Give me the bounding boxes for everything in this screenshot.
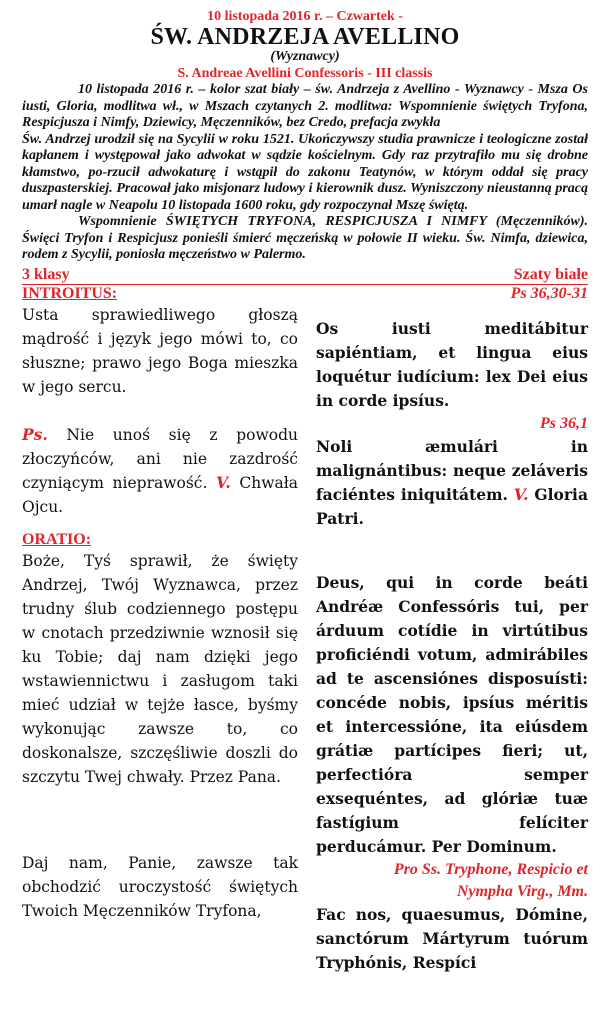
vestment-color: Szaty białe — [513, 265, 588, 283]
oratio-la-commemoration: Fac nos, quaesumus, Dómine, sanctórum Mártyrum tuórum Tryphónis, Respíci — [316, 904, 588, 972]
introitus-pl-antiphon: Usta sprawiedliwego głoszą mądrość i język jego mówi to, co słuszne; prawo jego Boga mieszka w jego sercu. — [22, 305, 298, 396]
intro-paragraph-biography: Św. Andrzej urodził się na Sycylii w roku 1521. Ukończywszy studia prawnicze i teologiczne został kapłanem i występował jako adwokat w sądzie kościelnym. Gdy raz przytrafiło mu się drobne kłamstwo, po-rzucił adwokaturę i wstąpił do zakonu Teatynów, w którym oddał się pracy duszpasterskiej. Pracował jako misjonarz ludowy i kierownik dusz. Wyniszczony nieustanną pracą umarł nagle w Neapolu 10 listopada 1600 roku, gdy rozpoczynał Mszę świętą. — [22, 131, 588, 213]
oratio-label: ORATIO: — [22, 530, 92, 548]
introitus-label: INTROITUS: — [22, 284, 118, 302]
introitus-la-gloria: Gloria Patri. — [316, 484, 588, 528]
versicle-marker-latin: V. — [513, 484, 529, 504]
introitus-polish — [22, 303, 298, 531]
oratio-la-prayer: Deus, qui in corde beáti Andréæ Confessóris tui, per árduum cotídie in virtútibus proficiéndi votum, admirábiles ad te ascensiónes disposuísti: concéde nobis, ipsíus méritis et intercessióne, ita eiúsdem grátiæ partícipes fieri; ut, perfectióra semper exsequéntes, ad glóriæ tuæ fastígium felíciter perducámur. Per Dominum. — [316, 572, 588, 856]
class-label: 3 klasy — [22, 265, 70, 283]
introitus-header — [22, 285, 588, 303]
introitus-pl-gloria: Chwała Ojcu. — [22, 473, 298, 516]
introitus-pl-psalm-text: Nie unoś się z powodu złoczyńców, ani nie zazdrość czyniącym nieprawość. — [22, 425, 298, 492]
oratio-header — [22, 531, 588, 549]
missal-page — [22, 8, 588, 975]
subtitle: (Wyznawcy) — [270, 49, 340, 64]
page-title: ŚW. ANDRZEJA AVELLINO — [150, 24, 460, 50]
latin-title: S. Andreae Avellini Confessoris - III classis — [177, 66, 433, 81]
oratio-latin — [316, 549, 588, 975]
intro-paragraph-rubric: 10 listopada 2016 r. – kolor szat biały – św. Andrzeja z Avellino - Wyznawcy - Msza Os iusti, Gloria, modlitwa wł., w Mszach czytanych 2. modlitwa: Wspomnienie świętych Tryfona, Respicjusza i Nimfy, Dziewicy, Męczenników, bez Credo, prefacja zwykła — [22, 82, 588, 130]
class-bar — [22, 264, 588, 285]
intro-paragraph-commemoration: Wspomnienie ŚWIĘTYCH TRYFONA, RESPICJUSZA I NIMFY (Męczenników). Święci Tryfon i Respicjusz ponieśli śmierć męczeńską w połowie II wieku. Św. Nimfa, dziewica, rodem z Sycylii, poniosła męczeństwo w Palermo. — [22, 214, 588, 262]
commemoration-ref-line-1: Pro Ss. Tryphone, Respicio et — [393, 860, 588, 878]
introitus-reference: Ps 36,30-31 — [510, 284, 588, 302]
oratio-pl-prayer: Boże, Tyś sprawił, że święty Andrzej, Twój Wyznawca, przez trudny ślub codziennego postępu w cnotach przedziwnie wznosił się ku Tobie; daj nam dzięki jego wstawiennictwu i zasługom taki mieć udział w tejże łasce, byśmy wykonując zawsze to, co doskonalsze, szczęśliwie doszli do szczytu Twej chwały. Przez Pana. — [22, 551, 298, 786]
introitus-la-psalm-text: Noli æmulári in malignántibus: neque zeláveris faciéntes iniquitátem. — [316, 436, 588, 504]
oratio-pl-commemoration: Daj nam, Panie, zawsze tak obchodzić uroczystość świętych Twoich Męczenników Tryfona, — [22, 853, 298, 920]
introitus-la-antiphon: Os iusti meditábitur sapiéntiam, et lingua eius loquétur iudícium: lex Dei eius in corde ipsíus. — [316, 318, 588, 410]
introitus-la-psalm-ref: Ps 36,1 — [540, 414, 588, 432]
oratio-columns — [22, 549, 588, 975]
oratio-polish — [22, 549, 298, 975]
introitus-pl-psalm — [22, 423, 298, 519]
commemoration-ref-line-2: Nympha Virg., Mm. — [456, 882, 588, 900]
versicle-marker: V. — [216, 472, 231, 492]
introitus-la-psalm — [316, 435, 588, 531]
psalm-marker: Ps. — [22, 424, 48, 444]
introitus-latin — [316, 303, 588, 531]
date-line: 10 listopada 2016 r. – Czwartek - — [207, 9, 403, 24]
introitus-columns — [22, 303, 588, 531]
